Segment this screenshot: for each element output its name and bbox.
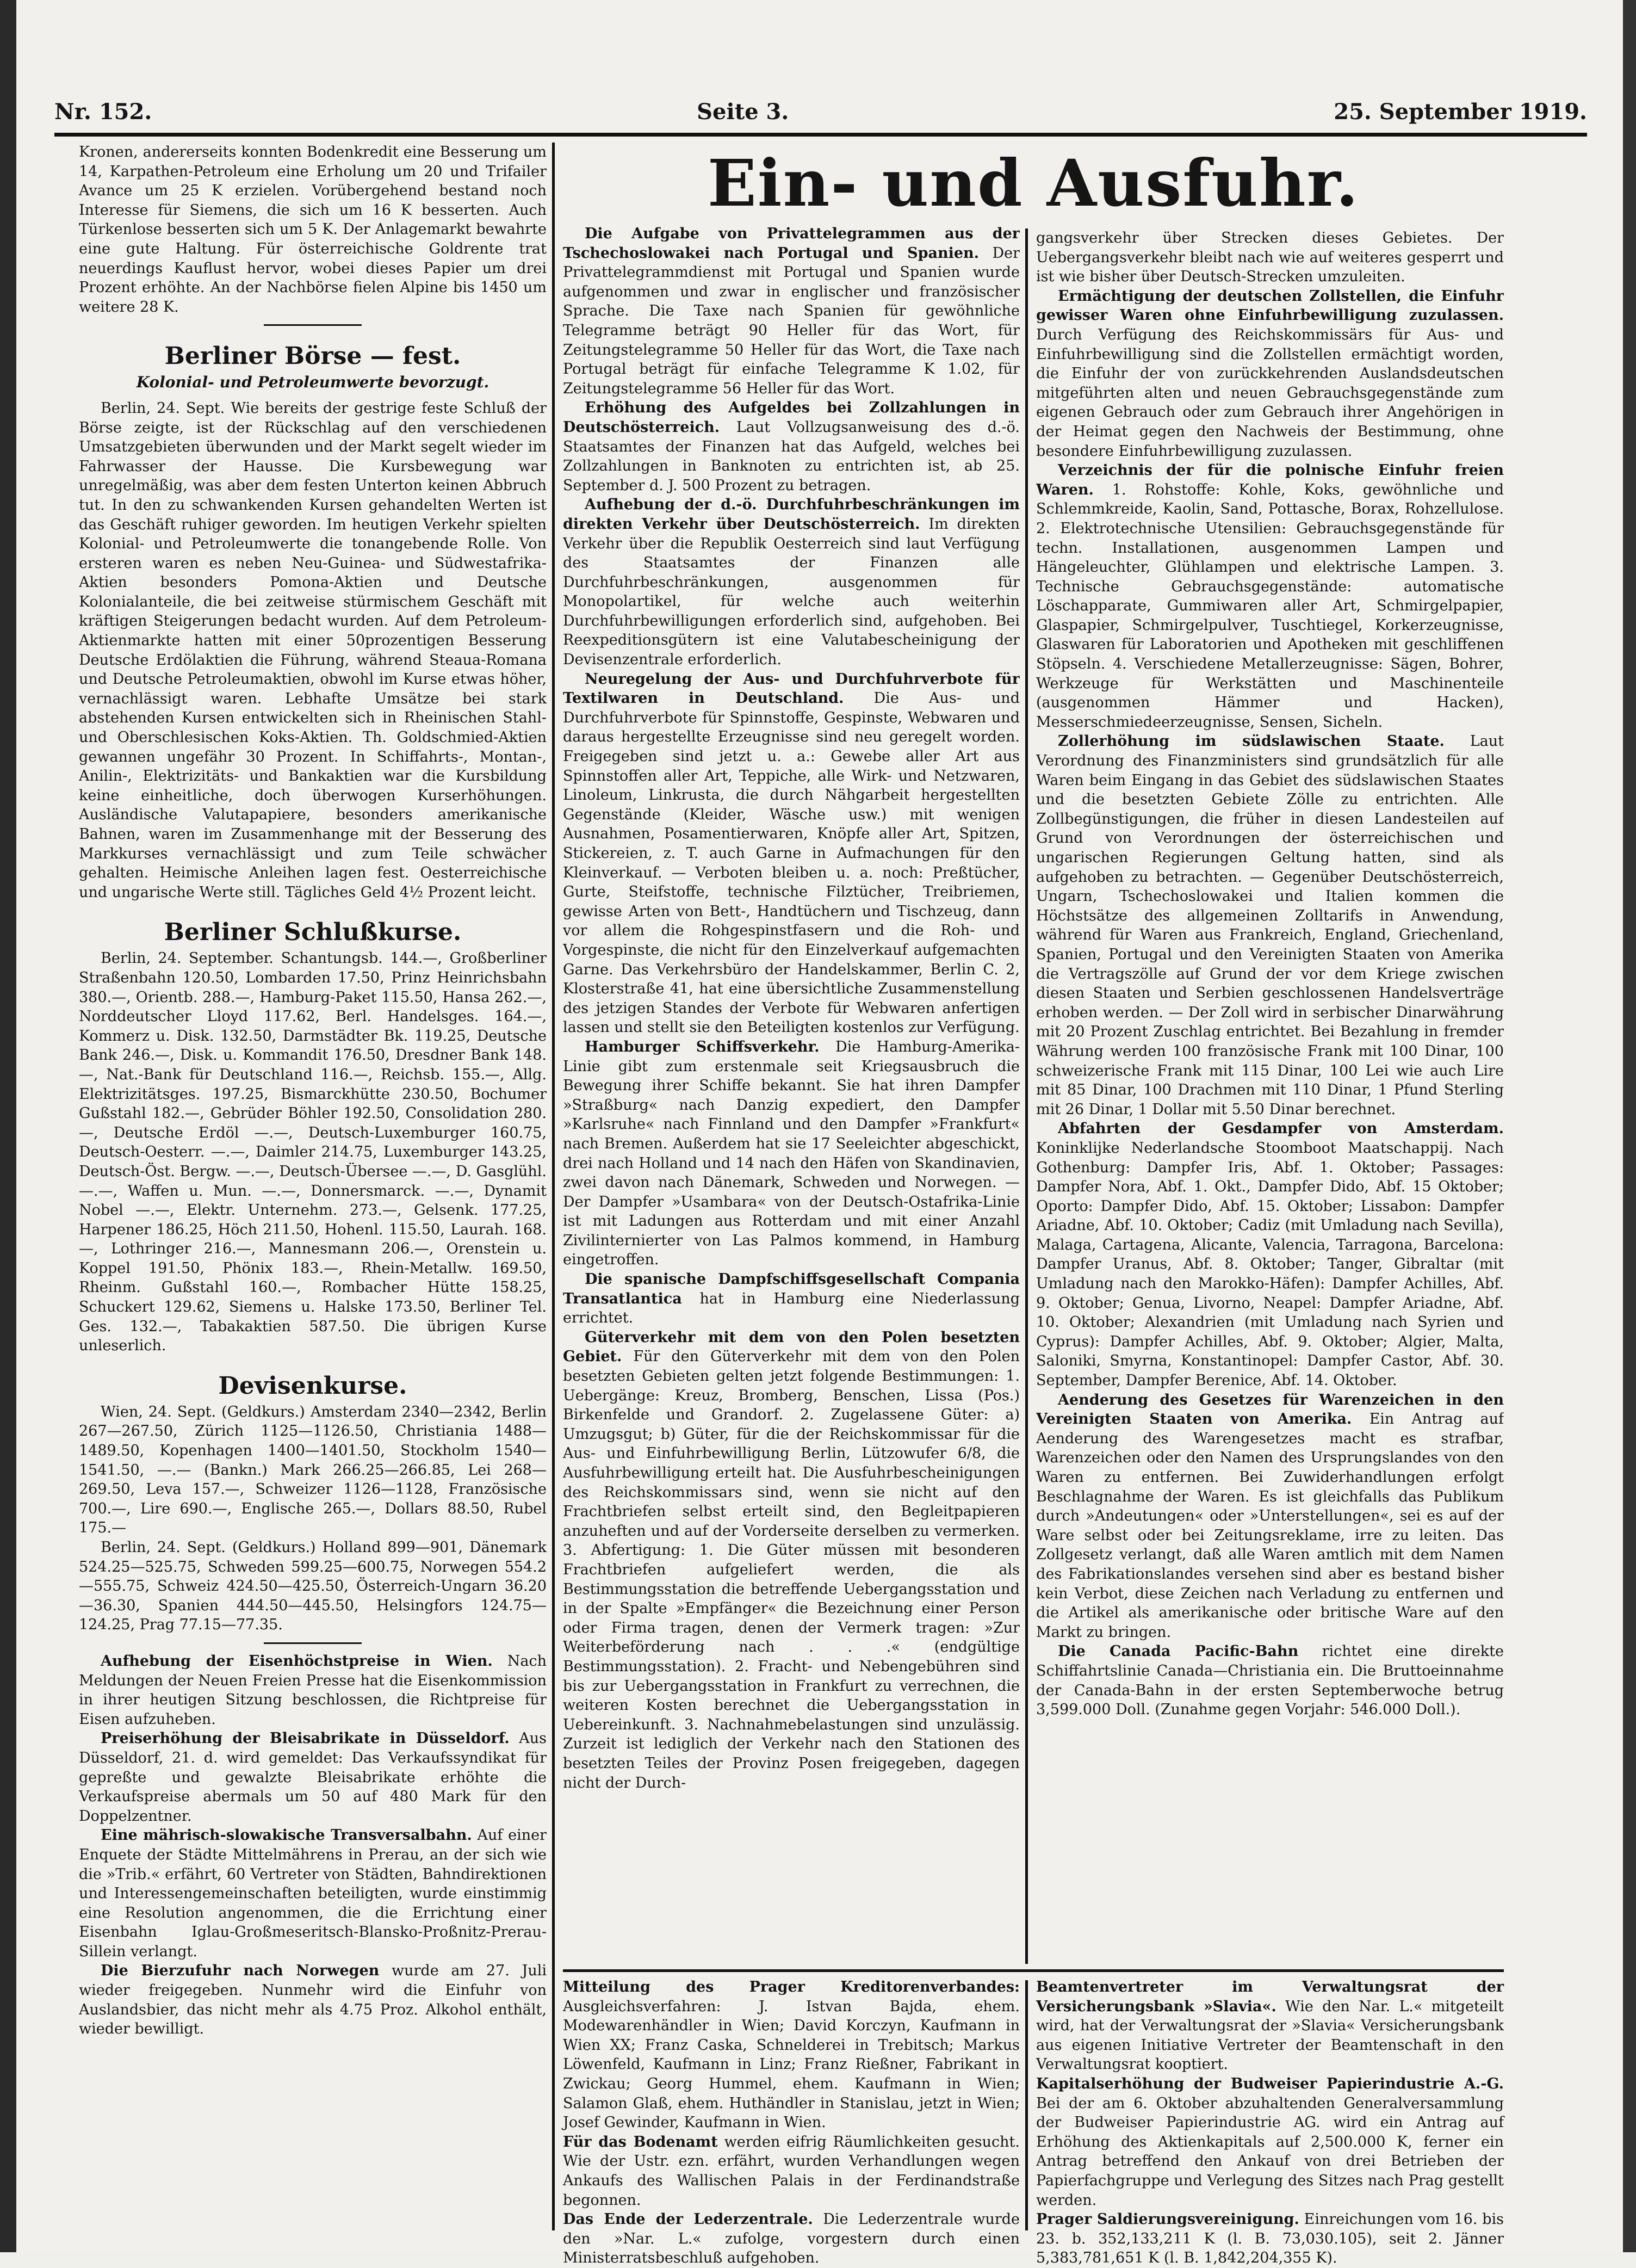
news-item-title: Die Bierzufuhr nach Norwegen bbox=[101, 1962, 380, 1980]
devisen-heading: Devisenkurse. bbox=[218, 1371, 407, 1400]
scan-edge-right bbox=[1623, 0, 1636, 2252]
column-right bbox=[1036, 143, 1504, 2230]
header-rule bbox=[54, 133, 1587, 137]
news-item-text: richtet eine direkte Schiffahrtslinie Canada—Christiania ein. Die Bruttoeinnahme der Canada-Bahn in der ersten Septemberwoche betrug 3,599.000 Doll. (Zunahme gegen Vorjahr: 546.000 Doll.). bbox=[1036, 1643, 1504, 1719]
news-item bbox=[563, 1270, 1020, 1328]
news-item bbox=[79, 1826, 547, 1961]
news-item-text: Bei der am 6. Oktober abzuhaltenden Generalversammlung der Budweiser Papierindustrie AG. wird ein Antrag auf Erhöhung des Aktienkapitals auf 2,500.000 K, ferner ein Antrag betreffend den Ankauf von drei Betrieben der Papierfachgruppe und Verlegung des Sitzes nach Prag gestellt werden. bbox=[1036, 2094, 1504, 2209]
news-item bbox=[79, 1961, 547, 2038]
news-item-title: Aenderung des Gesetzes für Warenzeichen in den Vereinigten Staaten von Amerika. bbox=[1036, 1391, 1504, 1428]
column-left bbox=[79, 143, 547, 2230]
news-item-text: Ausgleichsverfahren: J. Istvan Bajda, ehem. Modewarenhändler in Wien; David Korczyn, Kaufmann in Wien XX; Franz Caska, Schnelderei in Trebitsch; Markus Löwenfeld, Kaufmann in Linz; Franz Rießner, Fabrikant in Zwickau; Georg Hummel, ehem. Kaufmann in Wien; Salamon Glaß, ehem. Huthändler in Stanislau, jetzt in Wien; Josef Gewinder, Kaufmann in Wien. bbox=[563, 1998, 1020, 2131]
news-item bbox=[1036, 287, 1504, 461]
news-item bbox=[1036, 1977, 1504, 2074]
news-item-title: Beamtenvertreter im Verwaltungsrat der Versicherungsbank »Slavia«. bbox=[1036, 1979, 1504, 2015]
news-item bbox=[1036, 2210, 1504, 2268]
news-item-text: werden eifrig Räumlichkeiten gesucht. Wie der Ustr. ezn. erfährt, wurden Verhandlungen wegen Ankaufs des Wallischen Palais in der Ferdinandstraße begonnen. bbox=[563, 2133, 1020, 2209]
news-item-text: Durch Verfügung des Reichskommissärs für Aus- und Einfuhrbewilligung sind die Zollstellen ermächtigt worden, die Einfuhr der von zurückkehrenden Auslandsdeutschen mitgeführten alten und neuen Gebrauchsgegenstände zum eigenen Gebrauch oder zum Gebrauch ihrer Angehörigen in der Heimat gegen den Nachweis der Bestimmung, ohne besondere Einfuhrbewilligung zuzulassen. bbox=[1036, 326, 1504, 460]
news-item bbox=[563, 1037, 1020, 1270]
news-item-title: Eine mährisch-slowakische Transversalbahn. bbox=[101, 1827, 472, 1844]
devisen-berlin: Berlin, 24. Sept. (Geldkurs.) Holland 899—901, Dänemark 524.25—525.75, Schweden 599.25—600.75, Norwegen 554.2—555.75, Schweiz 424.50—425.50, Österreich-Ungarn 36.20—36.30, Spanien 444.50—445.50, Helsingfors 124.75—124.25, Prag 77.15—77.35. bbox=[79, 1539, 547, 1634]
news-item-text: Die Aus- und Durchfuhrverbote für Spinnstoffe, Gespinste, Webwaren und daraus hergestellte Erzeugnisse sind neu geregelt worden. Freigegeben sind jetzt u. a.: Gewebe aller Art aus Spinnstoffen aller Art, Teppiche, alle Wirk- und Netzwaren, Linoleum, Linkrusta, die durch Nähgarbeit hergestellten Gegenstände (Kleider, Wäsche usw.) mit wenigen Ausnahmen, Posamentierwaren, Knöpfe aller Art, Spitzen, Stickereien, z. T. auch Garne in Aufmachungen für den Kleinverkauf. — Verboten bleiben u. a. noch: Preßtücher, Gurte, Steifstoffe, technische Filztücher, Treibriemen, gewisse Arten von Bett-, Handtüchern und Tischzeug, dann vor allem die Rohgespinstfasern und die Roh- und Vorgespinste, die nicht für den Einzelverkauf aufgemachten Garne. Das Verkehrsbüro der Handelskammer, Berlin C. 2, Klosterstraße 41, hat eine übersichtliche Zusammenstellung des jetzigen Standes der Verbote für Webwaren anfertigen lassen und stellt sie den Beteiligten kostenlos zur Verfügung. bbox=[563, 690, 1020, 1036]
news-item bbox=[563, 224, 1020, 398]
news-item bbox=[563, 2133, 1020, 2210]
news-item-continuation: gangsverkehr über Strecken dieses Gebietes. Der Uebergangsverkehr bleibt nach wie auf weiteres gesperrt und ist wie bisher über Deutsch-Strecken umzuleiten. bbox=[1036, 230, 1504, 286]
section-title: Ein- und Ausfuhr. bbox=[707, 145, 1360, 221]
news-item-text: Aus Düsseldorf, 21. d. wird gemeldet: Das Verkaufssyndikat für gepreßte und gewalzte Bleisabrikate erhöhte die Verkaufspreise abermals um 50 auf 480 Mark für den Doppelzentner. bbox=[79, 1730, 547, 1825]
column-rule bbox=[552, 1958, 555, 2230]
news-item-text: Auf einer Enquete der Städte Mittelmährens in Prerau, an der sich wie die »Trib.« erfährt, 60 Vertreter von Städten, Bahndirektionen und Interessengemeinschaften beteiligten, wurde einstimmig eine Resolution angenommen, die die Errichtung einer Eisenbahn Iglau-Großmeseritsch-Blansko-Proßnitz-Prerau-Sillein verlangt. bbox=[79, 1827, 547, 1960]
news-item-title: Aufhebung der Eisenhöchstpreise in Wien. bbox=[101, 1652, 493, 1670]
news-item-title: Ermächtigung der deutschen Zollstellen, die Einfuhr gewisser Waren ohne Einfuhrbewilligung zuzulassen. bbox=[1036, 287, 1504, 324]
news-item-text: Im direkten Verkehr über die Republik Oesterreich sind laut Verfügung des Staatsamtes der Finanzen alle Durchfuhrbeschränkungen, ausgenommen für Monopolartikel, für welche auch weiterhin Durchfuhrbewilligungen erforderlich sind, aufgehoben. Bei Reexpeditionsgütern ist eine Valutabescheinigung der Devisenzentrale erforderlich. bbox=[563, 515, 1020, 669]
news-item-title: Die spanische Dampfschiffsgesellschaft Compania Transatlantica bbox=[563, 1271, 1020, 1307]
issue-number: Nr. 152. bbox=[54, 98, 152, 125]
news-item bbox=[563, 2210, 1020, 2268]
news-item-text: wurde am 27. Juli wieder freigegeben. Nunmehr wird die Einfuhr von Auslandsbier, das nicht mehr als 4.75 Proz. Alkohol enthält, wieder bewilligt. bbox=[79, 1962, 547, 2038]
page-number: Seite 3. bbox=[697, 98, 789, 125]
news-item bbox=[563, 1977, 1020, 2133]
news-item-title: Kapitalserhöhung der Budweiser Papierindustrie A.-G. bbox=[1036, 2075, 1504, 2092]
news-item-title: Mitteilung des Prager Kreditorenverbandes: bbox=[563, 1979, 1020, 1995]
news-item bbox=[79, 1729, 547, 1826]
column-middle bbox=[563, 143, 1020, 2230]
news-item-title: Die Canada Pacific-Bahn bbox=[1058, 1643, 1299, 1660]
boerse-subheading: Kolonial- und Petroleumwerte bevorzugt. bbox=[136, 373, 489, 392]
news-item-title: Neuregelung der Aus- und Durchfuhrverbote für Textilwaren in Deutschland. bbox=[563, 670, 1020, 707]
news-item bbox=[1036, 2074, 1504, 2210]
news-item bbox=[1036, 1642, 1504, 1719]
news-item bbox=[563, 398, 1020, 495]
column-rule bbox=[1025, 228, 1028, 1964]
news-item-text: 1. Rohstoffe: Kohle, Koks, gewöhnliche und Schlemmkreide, Kaolin, Sand, Pottasche, Borax, Rohzellulose. 2. Elektrotechnische Utensilien: Gebrauchsgegenstände für techn. Installationen, ausgenommen Lampen und Hängeleuchter, Glühlampen und elektrische Lampen. 3. Technische Gebrauchsgegenstände: automatische Löschapparate, Gummiwaren aller Art, Schmirgelpapier, Glaspapier, Schmirgelpulver, Tuschtiegel, Korkerzeugnisse, Glaswaren für Laboratorien und Apotheken mit geschliffenen Stöpseln. 4. Verschiedene Metallerzeugnisse: Sägen, Bohrer, Werkzeuge für Werkstätten und Maschinenteile (ausgenommen Hämmer und Hacken), Messerschmiedeerzeugnisse, Sensen, Sicheln. bbox=[1036, 481, 1504, 731]
boerse-heading: Berliner Börse — fest. bbox=[164, 342, 461, 370]
news-item bbox=[1036, 1391, 1504, 1642]
news-item bbox=[1036, 1119, 1504, 1390]
news-item-text: Einreichungen vom 16. bis 23. b. 352,133,211 K (l. B. 73,030.105), seit 2. Jänner 5,383,781,651 K (l. B. 1,842,204,355 K). bbox=[1036, 2211, 1504, 2267]
news-item-title: Aufhebung der d.-ö. Durchfuhrbeschränkungen im direkten Verkehr über Deutschösterreich. bbox=[563, 496, 1020, 533]
news-item-title: Erhöhung des Aufgeldes bei Zollzahlungen in Deutschösterreich. bbox=[563, 399, 1020, 436]
news-item-text: Laut Vollzugsanweisung des d.-ö. Staatsamtes der Finanzen hat das Aufgeld, welches bei Zollzahlungen in Banknoten zu entrichten ist, ab 25. September d. J. 500 Prozent zu betragen. bbox=[563, 418, 1020, 494]
news-item-title: Die Aufgabe von Privattelegrammen aus der Tschechoslowakei nach Portugal und Spanien. bbox=[563, 225, 1020, 262]
news-item-title: Für das Bodenamt bbox=[563, 2133, 718, 2150]
news-item-text: Für den Güterverkehr mit dem von den Polen besetzten Gebieten gelten jetzt folgende Bestimmungen: 1. Uebergänge: Kreuz, Bromberg, Benschen, Lissa (Pos.) Birkenfelde und Grandorf. 2. Zugelassene Güter: a) Umzugsgut; b) Güter, für die der Reichskommissar für die Aus- und Einfuhrbewilligung Berlin, Lützowufer 6/8, die Ausfuhrbewilligung erteilt hat. Die Ausfuhrbescheinigungen des Reichskommissars sind, wenn sie nicht auf den Frachtbriefen selbst erteilt sind, den Begleitpapieren anzuheften und auf der Vorderseite derselben zu vermerken. 3. Abfertigung: 1. Die Güter müssen mit besonderen Frachtbriefen aufgeliefert werden, die als Bestimmungsstation die betreffende Uebergangsstation und in der Spalte »Empfänger« die Bezeichnung einer Person oder Firma tragen, denen der Vermerk tragen: »Zur Weiterbeförderung nach . . .« (endgültige Bestimmungsstation). 2. Fracht- und Nebengebühren sind bis zur Uebergangsstation in Frankfurt zu verrechnen, die weiteren Kosten berechnet die Uebergangsstation in Uebereinkunft. 3. Nachnahmebelastungen sind unzulässig. Zurzeit ist lediglich der Verkehr nach den Stationen des besetzten Teiles der Provinz Posen freigegeben, dagegen nicht der Durch- bbox=[563, 1348, 1020, 1791]
news-item-title: Preiserhöhung der Bleisabrikate in Düsseldorf. bbox=[101, 1730, 510, 1747]
news-item-title: Zollerhöhung im südslawischen Staate. bbox=[1058, 733, 1445, 750]
issue-date: 25. September 1919. bbox=[1334, 98, 1587, 125]
news-item-text: Der Privattelegrammdienst mit Portugal und Spanien wurde aufgenommen und zwar in englischer und französischer Sprache. Die Taxe nach Spanien für gewöhnliche Telegramme beträgt 90 Heller für das Wort, für Zeitungstelegramme 50 Heller für das Wort, die Taxe nach Portugal beträgt für einfache Telegramme K 1.02, für Zeitungstelegramme 56 Heller für das Wort. bbox=[563, 244, 1020, 397]
news-item-text: Koninklijke Nederlandsche Stoomboot Maatschappij. Nach Gothenburg: Dampfer Iris, Abf. 1. Oktober; Passages: Dampfer Nora, Abf. 1. Okt., Dampfer Dido, Abf. 15 Oktober; Oporto: Dampfer Dido, Abf. 15. Oktober; Lissabon: Dampfer Ariadne, Abf. 10. Oktober; Cadiz (mit Umladung nach Sevilla), Malaga, Cartagena, Alicante, Valencia, Tarragona, Barcelona: Dampfer Uranus, Abf. 8. Oktober; Tanger, Gibraltar (mit Umladung nach den Marokko-Häfen): Dampfer Achilles, Abf. 9. Oktober; Genua, Livorno, Neapel: Dampfer Ariadne, Abf. 10. Oktober; Alexandrien (mit Umladung nach Syrien und Cyprus): Dampfer Achilles, Abf. 9. Oktober; Algier, Malta, Saloniki, Smyrna, Konstantinopel: Dampfer Castor, Abf. 30. September, Dampfer Berenice, Abf. 14. Oktober. bbox=[1036, 1139, 1504, 1389]
news-item-title: Prager Saldierungsvereinigung. bbox=[1036, 2211, 1299, 2228]
page-header bbox=[54, 92, 1587, 131]
news-item-text: Wie den Nar. L.« mitgeteilt wird, hat der Verwaltungsrat der »Slavia« Versicherungsbank aus eigenen Initiative Vertreter der Beamtenschaft in den Verwaltungsrat kooptiert. bbox=[1036, 1998, 1504, 2073]
news-item bbox=[1036, 732, 1504, 1119]
news-item-title: Abfahrten der Gesdampfer von Amsterdam. bbox=[1058, 1120, 1504, 1138]
boerse-text: Berlin, 24. Sept. Wie bereits der gestrige feste Schluß der Börse zeigte, ist der Rückschlag auf den verschiedenen Umsatzgebieten überwunden und der Markt segelt wieder im Fahrwasser der Hausse. Die Kursbewegung war unregelmäßig, was aber dem festen Unterton keinen Abbruch tut. In den zu schwankenden Kursen gehandelten Werten ist das Geschäft ruhiger geworden. Im heutigen Verkehr spielten Kolonial- und Petroleumwerte die tonangebende Rolle. Von ersteren waren es neben Neu-Guinea- und Südwestafrika-Aktien besonders Pomona-Aktien und Deutsche Kolonialanteile, die bei zeitweise stürmischem Geschäft mit kräftigen Steigerungen bedacht wurden. Auf dem Petroleum-Aktienmarkte hatten mit einer 50prozentigen Besserung Deutsche Erdölaktien die Führung, während Steaua-Romana und Deutsche Petroleumaktien, obwohl im Kurse etwas höher, vernachlässigt waren. Lebhafte Umsätze bei stark abstehenden Kursen entwickelten sich in Rheinischen Stahl- und Oberschlesischen Koks-Aktien. Th. Goldschmied-Aktien gewannen ungefähr 30 Prozent. In Schiffahrts-, Montan-, Anilin-, Elektrizitäts- und Bankaktien war die Kursbildung keine einheitliche, doch überwogen Kurserhöhungen. Ausländische Valutapapiere, besonders amerikanische Bahnen, waren im Zusammenhange mit der Besserung des Markkurses vernachlässigt und zum Teile schwächer gehalten. Heimische Anleihen lagen fest. Oesterreichische und ungarische Werte still. Tägliches Geld 4½ Prozent leicht. bbox=[79, 399, 547, 901]
devisen-wien: Wien, 24. Sept. (Geldkurs.) Amsterdam 2340—2342, Berlin 267—267.50, Zürich 1125—1126.50, Christiania 1488—1489.50, Kopenhagen 1400—1401.50, Stockholm 1540—1541.50, —.— (Bankn.) Mark 266.25—266.85, Lei 268—269.50, Leva 157.—, Schweizer 1126—1128, Französische 700.—, Lire 690.—, Englische 265.—, Dollars 88.50, Rubel 175.— bbox=[79, 1403, 547, 1537]
schlusskurse-text: Berlin, 24. September. Schantungsb. 144.—, Großberliner Straßenbahn 120.50, Lombarden 17.50, Prinz Heinrichsbahn 380.—, Orientb. 288.—, Hamburg-Paket 115.50, Hansa 262.—, Norddeutscher Lloyd 117.62, Berl. Handelsges. 164.—, Kommerz u. Disk. 132.50, Darmstädter Bk. 119.25, Deutsche Bank 246.—, Disk. u. Kommandit 176.50, Dresdner Bank 148.—, Nat.-Bank für Deutschland 116.—, Reichsb. 155.—, Allg. Elektrizitätsges. 197.25, Bismarckhütte 230.50, Bochumer Gußstahl 182.—, Gebrüder Böhler 192.50, Consolidation 280.—, Deutsche Erdöl —.—, Deutsch-Luxemburger 160.75, Deutsch-Oesterr. —.—, Daimler 214.75, Luxemburger 143.25, Deutsch-Öst. Bergw. —.—, Deutsch-Überseе —.—, D. Gasglühl. —.—, Waffen u. Mun. —.—, Donnersmarck. —.—, Dynamit Nobel —.—, Elektr. Unternehm. 273.—, Gelsenk. 177.25, Harpener 186.25, Höch 211.50, Hohenl. 115.50, Laurah. 168.—, Lothringer 216.—, Mannesmann 206.—, Orenstein u. Koppel 191.50, Phönix 183.—, Rhein-Metallw. 169.50, Rheinm. Gußstahl 160.—, Rombacher Hütte 158.25, Schuckert 129.62, Siemens u. Halske 173.50, Berliner Tel. Ges. 132.—, Tabakaktien 587.50. Die übrigen Kurse unleserlich. bbox=[79, 950, 547, 1355]
news-item-text: hat in Hamburg eine Niederlassung errichtet. bbox=[563, 1290, 1020, 1327]
intro-paragraph: Kronen, andererseits konnten Bodenkredit eine Besserung um 14, Karpathen-Petroleum eine Erholung um 20 und Trifailer Avance um 25 K erzielen. Vorübergehend bestand noch Interesse für Siemens, die sich um 16 K besserten. Auch Türkenlose besserten sich um 5 K. Der Anlagemarkt bewahrte eine gute Haltung. Für österreichische Goldrente trat neuerdings Kauflust hervor, wobei dieses Papier um drei Prozent erhöhte. An der Nachbörse fielen Alpine bis 1450 um weitere 28 K. bbox=[79, 144, 547, 316]
news-item-title: Verzeichnis der für die polnische Einfuhr freien Waren. bbox=[1036, 462, 1504, 498]
news-item-title: Das Ende der Lederzentrale. bbox=[563, 2211, 813, 2228]
news-item-title: Hamburger Schiffsverkehr. bbox=[585, 1038, 820, 1055]
column-rule bbox=[552, 143, 555, 1965]
bottom-column-right bbox=[1036, 1977, 1504, 2268]
news-item bbox=[79, 1652, 547, 1729]
news-item-text: Nach Meldungen der Neuen Freien Presse hat die Eisenkommission in ihrer heutigen Sitzung beschlossen, die Richtpreise für Eisen aufzuheben. bbox=[79, 1652, 547, 1728]
column-rule bbox=[1025, 1980, 1028, 2230]
news-item-text: Die Hamburg-Amerika-Linie gibt zum erstenmale seit Kriegsausbruch die Bewegung ihrer Schiffe bekannt. Sie hat ihren Dampfer »Straßburg« nach Danzig expediert, den Dampfer »Karlsruhe« nach Finnland und den Dampfer »Frankfurt« nach Bremen. Außerdem hat sie 17 Seeleichter abgeschickt, drei nach Holland und 14 nach den Häfen von Skandinavien, zwei davon nach Dänemark, Schweden und Norwegen. — Der Dampfer »Usambara« von der Deutsch-Ostafrika-Linie ist mit Ladungen aus Rotterdam und mit einer Anzahl Zivilinternierter von Las Palmos kommend, in Hamburg eingetroffen. bbox=[563, 1038, 1020, 1269]
separator bbox=[264, 324, 362, 326]
news-item-text: Ein Antrag auf Aenderung des Warengesetzes macht es strafbar, Warenzeichen oder den Namen des Ursprungslandes von den Waren zu entfernen. Bei Zuwiderhandlungen erfolgt Beschlagnahme der Waren. Es ist gleichfalls das Publikum durch »Andeutungen« oder »Unterstellungen«, sei es auf der Ware selbst oder bei Zeitungsreklame, irre zu leiten. Das Zollgesetz verlangt, daß alle Waren amtlich mit dem Namen des Fabrikationslandes versehen sind aber es bestand bisher kein Verbot, diese Zeichen nach Verladung zu entfernen und die Artikel als amerikanische oder britische Ware auf den Markt zu bringen. bbox=[1036, 1411, 1504, 1641]
news-item-title: Güterverkehr mit dem von den Polen besetzten Gebiet. bbox=[563, 1328, 1020, 1365]
news-item-text: Die Lederzentrale wurde den »Nar. L.« zufolge, vorgestern durch einen Ministerratsbeschluß aufgehoben. bbox=[563, 2211, 1020, 2267]
news-item bbox=[563, 495, 1020, 669]
news-item bbox=[563, 1328, 1020, 1793]
news-item bbox=[563, 670, 1020, 1037]
schlusskurse-heading: Berliner Schlußkurse. bbox=[164, 918, 462, 947]
separator bbox=[264, 1642, 362, 1644]
bottom-column-middle bbox=[563, 1977, 1020, 2268]
news-item-text: Laut Verordnung des Finanzministers sind grundsätzlich für alle Waren beim Eingang in das Gebiet des südslawischen Staates und die besetzten Gebiete Zölle zu entrichten. Alle Zollbegünstigungen, die früher in diesen Landesteilen auf Grund von Verordnungen der österreichischen und ungarischen Regierungen Geltung hatten, sind als aufgehoben zu betrachten. — Gegenüber Deutschösterreich, Ungarn, Tschechoslowakei und Italien kommen die Höchstsätze des allgemeinen Zolltarifs in Anwendung, während für Waren aus Frankreich, England, Griechenland, Spanien, Portugal und den Vereinigten Staaten von Amerika die Vertragszölle auf Grund der vor dem Kriege zwischen diesen Staaten und Serbien geschlossenen Handelsverträge erhoben werden. — Der Zoll wird in serbischer Dinarwährung mit 20 Prozent Zuschlag entrichtet. Bei Bezahlung in fremder Währung werden 100 französische Frank mit 100 Dinar, 100 schweizerische Frank mit 115 Dinar, 100 Lei wie auch Lire mit 85 Dinar, 100 Drachmen mit 110 Dinar, 1 Pfund Sterling mit 26 Dinar, 1 Dollar mit 5.50 Dinar berechnet. bbox=[1036, 733, 1504, 1118]
news-item bbox=[1036, 461, 1504, 732]
scan-edge-left bbox=[0, 0, 16, 2252]
